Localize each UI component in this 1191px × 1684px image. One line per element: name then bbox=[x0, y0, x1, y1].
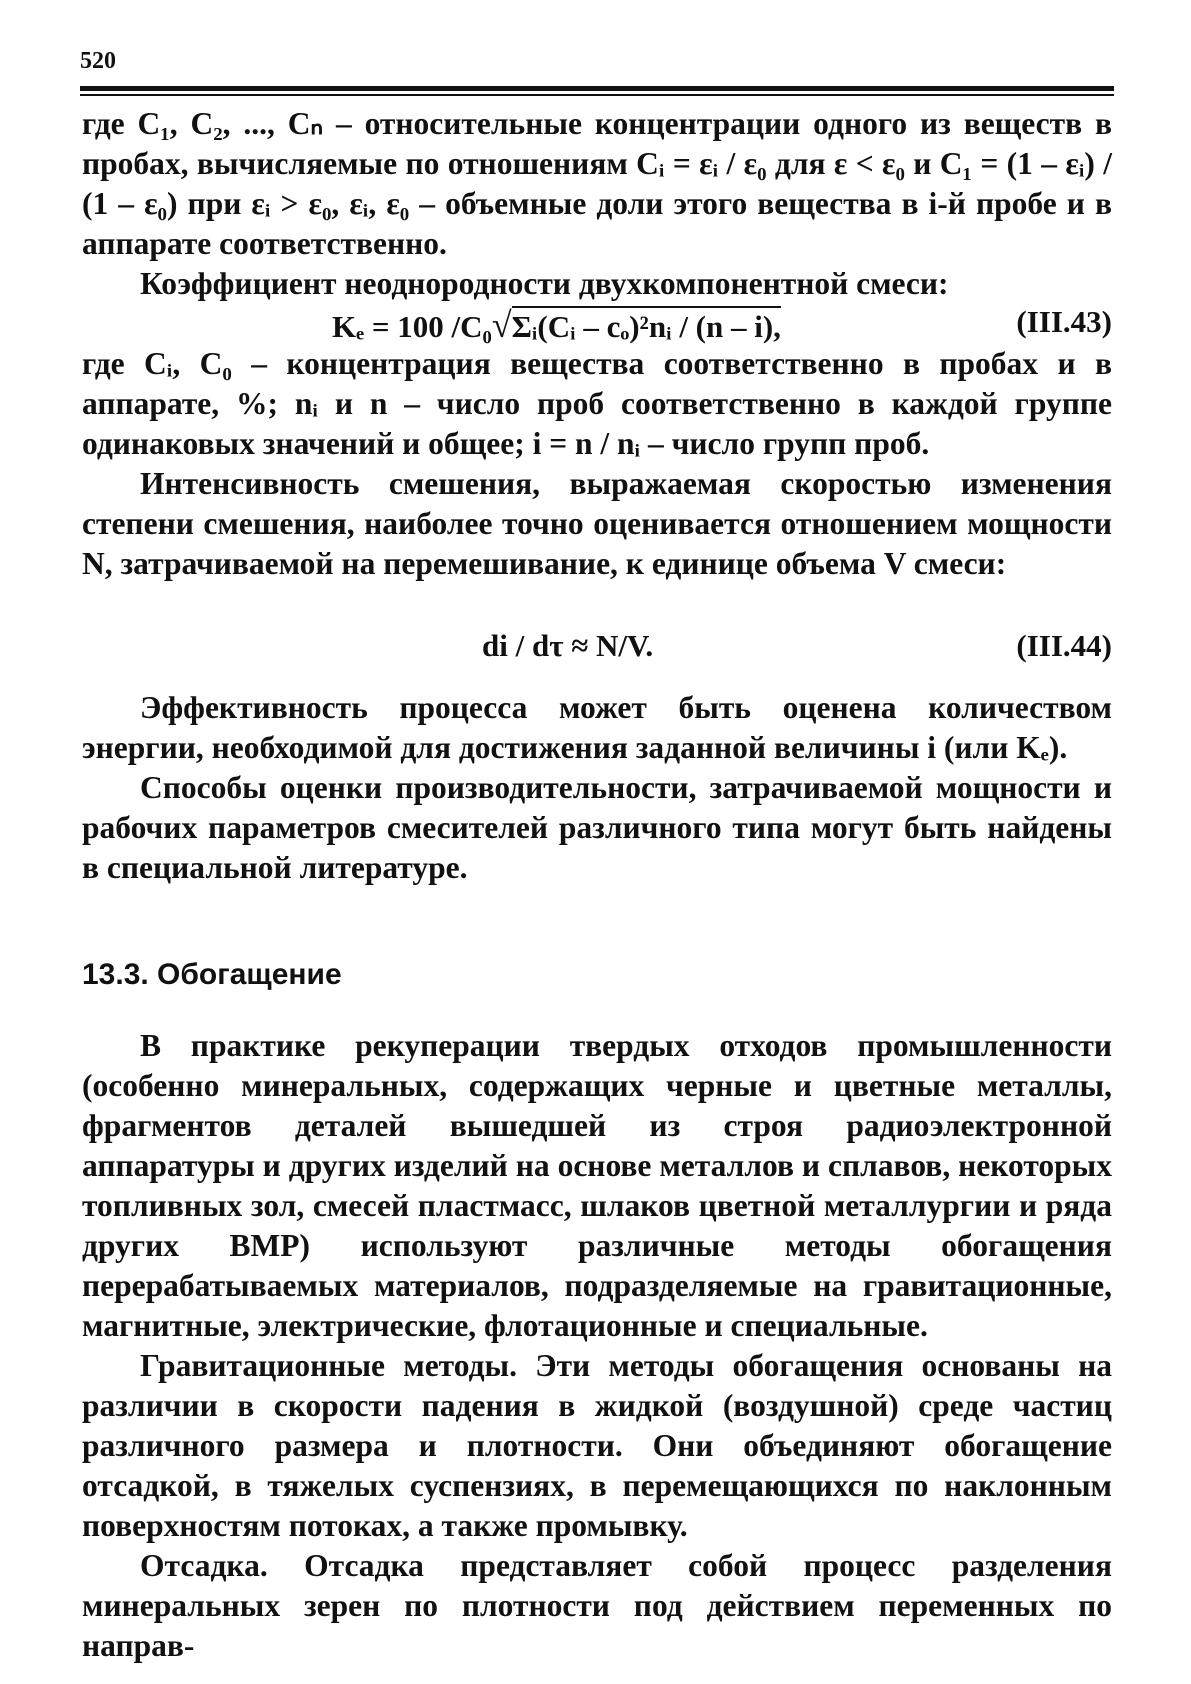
text-block-enrichment bbox=[82, 1026, 1112, 1666]
paragraph-definitions: где C₁, C₂, ..., Cₙ – относительные концентрации одного из веществ в пробах, вычисляемые по отношениям Cᵢ = εᵢ / ε₀ для ε < ε₀ и C₁ = (1 – εᵢ) / (1 – ε₀) при εᵢ > ε₀, εᵢ, ε₀ – объемные доли этого вещества в i-й пробе и в аппарате соответственно. bbox=[82, 106, 1112, 261]
paragraph-lead: Отсадка. bbox=[140, 1548, 268, 1583]
paragraph-gravitational bbox=[82, 1346, 1112, 1546]
text-block-efficiency bbox=[82, 688, 1112, 888]
paragraph-variables: где Cᵢ, C₀ – концентрация вещества соответственно в пробах и в аппарате, %; nᵢ и n – число проб соответственно в каждой группе одинаковых значений и общее; i = n / nᵢ – число групп проб. bbox=[82, 346, 1112, 461]
paragraph-body: Эти методы обогащения основаны на различии в скорости падения в жидкой (воздушной) среде частиц различного размера и плотности. Они объединяют обогащение отсадкой, в тяжелых суспензиях, в перемещающихся по наклонным поверхностям потоках, а также промывку. bbox=[82, 1348, 1112, 1543]
paragraph-intensity: Интенсивность смешения, выражаемая скоростью изменения степени смешения, наиболее точно оценивается отношением мощности N, затрачиваемой на перемешивание, к единице объема V смеси: bbox=[82, 466, 1112, 581]
paragraph-efficiency: Эффективность процесса может быть оценена количеством энергии, необходимой для достижения заданной величины i (или Kₑ). bbox=[82, 690, 1112, 765]
formula-III-44 bbox=[82, 628, 1112, 668]
formula-number: (III.43) bbox=[1016, 304, 1112, 339]
formula-expression bbox=[332, 304, 781, 346]
paragraph-lead: Гравитационные методы. bbox=[140, 1348, 517, 1383]
page-number: 520 bbox=[80, 48, 116, 74]
paragraph-coefficient-intro: Коэффициент неоднородности двухкомпонентной смеси: bbox=[140, 266, 949, 301]
paragraph-methods: Способы оценки производительности, затрачиваемой мощности и рабочих параметров смесителей различного типа могут быть найдены в специальной литературе. bbox=[82, 770, 1112, 885]
formula-number: (III.44) bbox=[1016, 628, 1112, 663]
header-rule-thin bbox=[80, 94, 1114, 96]
sqrt-icon: √ bbox=[491, 305, 512, 345]
formula-radicand: Σᵢ(Cᵢ – cₒ)²nᵢ / (n – i), bbox=[512, 306, 781, 344]
section-heading: 13.3. Обогащение bbox=[82, 958, 342, 991]
paragraph-body: Отсадка представляет собой процесс разделения минеральных зерен по плотности под действием переменных по направ- bbox=[82, 1548, 1112, 1663]
text-block-middle bbox=[82, 344, 1112, 584]
paragraph-recuperation: В практике рекуперации твердых отходов промышленности (особенно минеральных, содержащих черные и цветные металлы, фрагментов деталей вышедшей из строя радиоэлектронной аппаратуры и других изделий на основе металлов и сплавов, некоторых топливных зол, смесей пластмасс, шлаков цветной металлургии и ряда других ВМР) используют различные методы обогащения перерабатываемых материалов, подразделяемые на гравитационные, магнитные, электрические, флотационные и специальные. bbox=[82, 1028, 1112, 1343]
formula-expression: di / dτ ≈ N/V. bbox=[482, 628, 654, 663]
formula-III-43 bbox=[82, 304, 1112, 344]
header-rule-thick bbox=[80, 86, 1114, 91]
formula-lhs: Kₑ = 100 /C₀ bbox=[332, 309, 492, 344]
text-block-top bbox=[82, 104, 1112, 304]
paragraph-jigging bbox=[82, 1546, 1112, 1666]
